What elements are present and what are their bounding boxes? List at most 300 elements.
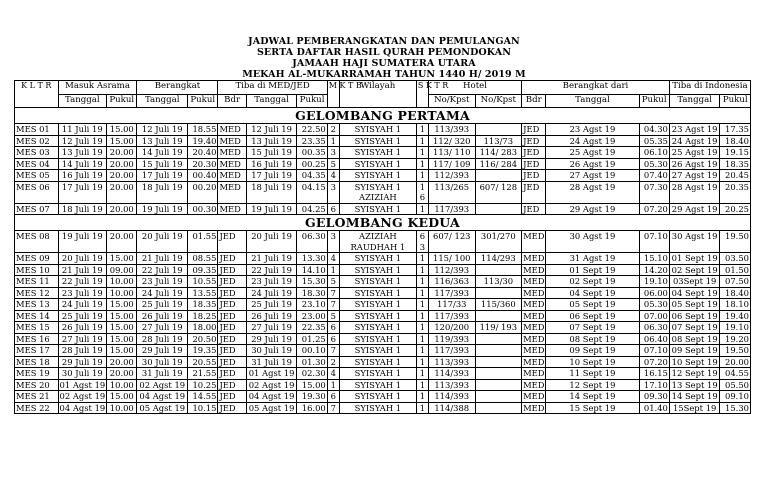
- berangkat-pukul-value: 19.35: [192, 345, 217, 355]
- sktr-value: 1: [419, 402, 426, 413]
- cell-mktb: [327, 158, 339, 170]
- cell-berangkat-pukul: [188, 310, 218, 322]
- cell-dari-tanggal: [546, 181, 639, 203]
- header-kloter: K L T R: [15, 81, 59, 108]
- indonesia-pukul-value: 18.40: [725, 287, 749, 298]
- mktb-value: 3: [330, 231, 336, 241]
- tiba-pukul-value: 04.25: [301, 203, 326, 214]
- cell-dari-pukul: [639, 379, 669, 391]
- mktb-value: 1: [330, 379, 336, 390]
- cell-dari-bdr: [522, 356, 546, 368]
- masuk-tanggal-value: 23 Juli 19: [61, 287, 103, 298]
- cell-hotel-1: [428, 356, 475, 368]
- header-bdr: Bdr: [218, 95, 246, 108]
- tiba-tanggal-value: 22 Juli 19: [251, 264, 292, 275]
- indonesia-pukul-value: 04.55: [725, 368, 749, 378]
- masuk-tanggal-value: 12 Juli 19: [61, 135, 103, 146]
- kloter-value: MES 06: [16, 181, 50, 192]
- tiba-tanggal-value: 20 Juli 19: [251, 231, 292, 241]
- masuk-pukul-value: 20.00: [109, 181, 134, 192]
- cell-kloter: [15, 231, 59, 253]
- table-row: [15, 322, 751, 334]
- wilayah-value: AZIZIAH: [359, 231, 397, 241]
- cell-wilayah: [339, 310, 416, 322]
- cell-hotel-2: [475, 299, 522, 311]
- cell-berangkat-pukul: [188, 147, 218, 159]
- tiba-tanggal-value: 05 Agst 19: [248, 402, 295, 413]
- cell-hotel-1: [428, 368, 475, 380]
- cell-kloter: [15, 124, 59, 136]
- cell-indonesia-tanggal: [669, 345, 720, 357]
- header-masuk-asrama: Masuk Asrama: [58, 81, 137, 95]
- sktr-value: 1: [419, 345, 426, 355]
- masuk-pukul-value: 09.00: [109, 264, 134, 275]
- tiba-tanggal-value: 23 Juli 19: [251, 276, 292, 286]
- wilayah-value: SYISYAH 1: [354, 124, 402, 134]
- sktr-value: 1: [419, 322, 426, 332]
- cell-wilayah: [339, 147, 416, 159]
- berangkat-pukul-value: 00.40: [192, 170, 217, 180]
- hotel-1-value: 113/393: [434, 356, 470, 367]
- schedule-body: [15, 108, 751, 414]
- mktb-value: 5: [330, 158, 336, 169]
- wilayah-value: SYISYAH 1: [354, 368, 402, 378]
- cell-sktr: [416, 147, 428, 159]
- cell-tiba-pukul: [297, 368, 327, 380]
- tiba-bdr-value: JED: [219, 379, 236, 390]
- wilayah-value: SYISYAH 1: [354, 322, 402, 332]
- hotel-2-value: 301/270: [480, 231, 516, 241]
- cell-mktb: [327, 322, 339, 334]
- cell-masuk-pukul: [107, 402, 137, 414]
- cell-dari-pukul: [639, 333, 669, 345]
- sktr-value: 1: [419, 124, 426, 134]
- mktb-value: 7: [330, 345, 336, 355]
- tiba-tanggal-value: 12 Juli 19: [251, 124, 292, 134]
- sktr-value: 1: [419, 379, 426, 390]
- cell-dari-bdr: [522, 391, 546, 403]
- cell-indonesia-tanggal: [669, 322, 720, 334]
- cell-hotel-1: [428, 253, 475, 265]
- masuk-pukul-value: 15.00: [109, 124, 134, 134]
- cell-dari-pukul: [639, 124, 669, 136]
- dari-bdr-value: JED: [523, 124, 540, 134]
- cell-indonesia-tanggal: [669, 368, 720, 380]
- indonesia-tanggal-value: 04 Sept 19: [671, 287, 718, 298]
- masuk-tanggal-value: 27 Juli 19: [61, 333, 103, 344]
- hotel-2-value: 119/ 193: [479, 322, 518, 332]
- hotel-1-value: 114/393: [434, 391, 470, 401]
- cell-masuk-tanggal: [58, 203, 107, 215]
- cell-tiba-tanggal: [246, 356, 297, 368]
- cell-hotel-2: [475, 402, 522, 414]
- cell-indonesia-tanggal: [669, 391, 720, 403]
- cell-indonesia-tanggal: [669, 158, 720, 170]
- indonesia-tanggal-value: 03Sept 19: [672, 276, 717, 286]
- wilayah-value: SYISYAH 1: [354, 203, 402, 214]
- hotel-1-value: 117/393: [434, 310, 470, 321]
- cell-hotel-1: [428, 276, 475, 288]
- cell-indonesia-pukul: [720, 368, 751, 380]
- cell-sktr: [416, 391, 428, 403]
- cell-dari-pukul: [639, 345, 669, 357]
- cell-indonesia-pukul: [720, 287, 751, 299]
- cell-masuk-tanggal: [58, 181, 107, 203]
- cell-dari-bdr: [522, 345, 546, 357]
- kloter-value: MES 12: [16, 287, 50, 298]
- cell-sktr: [416, 276, 428, 288]
- berangkat-tanggal-value: 19 Juli 19: [141, 203, 183, 214]
- table-row: [15, 333, 751, 345]
- title-line-1: JADWAL PEMBERANGKATAN DAN PEMULANGAN: [248, 36, 520, 47]
- cell-hotel-1: [428, 158, 475, 170]
- hotel-1-value: 112/ 320: [433, 135, 471, 146]
- indonesia-pukul-value: 20.25: [725, 203, 749, 214]
- indonesia-pukul-value: 20.00: [725, 356, 749, 367]
- berangkat-pukul-value: 14.55: [192, 391, 217, 401]
- cell-berangkat-tanggal: [137, 135, 188, 147]
- tiba-tanggal-value: 17 Juli 19: [251, 170, 292, 180]
- cell-kloter: [15, 322, 59, 334]
- cell-hotel-2: [475, 147, 522, 159]
- hotel-1-value: 117/393: [434, 345, 470, 355]
- berangkat-pukul-value: 19.40: [192, 135, 217, 146]
- dari-bdr-value: JED: [523, 203, 540, 214]
- mktb-value: 4: [330, 253, 336, 263]
- cell-mktb: [327, 181, 339, 203]
- tiba-pukul-value: 13.30: [301, 253, 326, 263]
- cell-dari-bdr: [522, 170, 546, 182]
- cell-tiba-bdr: [218, 276, 246, 288]
- dari-pukul-value: 07.20: [643, 356, 668, 367]
- cell-kloter: [15, 158, 59, 170]
- cell-dari-tanggal: [546, 147, 639, 159]
- tiba-tanggal-value: 01 Agst 19: [248, 368, 295, 378]
- cell-masuk-tanggal: [58, 158, 107, 170]
- cell-hotel-1: [428, 124, 475, 136]
- table-row: [15, 135, 751, 147]
- dari-tanggal-value: 11 Sept 19: [569, 368, 616, 378]
- cell-kloter: [15, 310, 59, 322]
- masuk-pukul-value: 20.00: [109, 368, 134, 378]
- indonesia-pukul-value: 20.35: [725, 181, 749, 192]
- berangkat-pukul-value: 00.20: [192, 181, 217, 192]
- berangkat-tanggal-value: 23 Juli 19: [141, 276, 183, 286]
- cell-kloter: [15, 264, 59, 276]
- cell-tiba-bdr: [218, 379, 246, 391]
- masuk-tanggal-value: 02 Agst 19: [59, 391, 106, 401]
- cell-masuk-pukul: [107, 356, 137, 368]
- cell-dari-bdr: [522, 231, 546, 253]
- cell-dari-tanggal: [546, 158, 639, 170]
- masuk-pukul-value: 15.00: [109, 391, 134, 401]
- table-row: [15, 345, 751, 357]
- cell-tiba-tanggal: [246, 264, 297, 276]
- cell-mktb: [327, 402, 339, 414]
- masuk-pukul-value: 20.00: [109, 231, 134, 241]
- cell-sktr: [416, 322, 428, 334]
- wilayah-value: SYISYAH 1: [354, 345, 402, 355]
- wilayah-value: SYISYAH 1: [354, 310, 402, 321]
- table-row: [15, 181, 751, 203]
- mktb-value: 6: [330, 333, 336, 344]
- tiba-pukul-value: 04.35: [301, 170, 326, 180]
- header-wilayah: Wilayah: [339, 81, 416, 108]
- cell-hotel-1: [428, 345, 475, 357]
- tiba-tanggal-value: 25 Juli 19: [251, 299, 292, 309]
- dari-pukul-value: 07.40: [643, 170, 668, 180]
- tiba-tanggal-value: 04 Agst 19: [248, 391, 295, 401]
- cell-tiba-bdr: [218, 147, 246, 159]
- cell-tiba-pukul: [297, 253, 327, 265]
- cell-dari-tanggal: [546, 135, 639, 147]
- kloter-value: MES 04: [16, 158, 50, 169]
- cell-berangkat-pukul: [188, 264, 218, 276]
- cell-dari-pukul: [639, 158, 669, 170]
- group-label: GELOMBANG PERTAMA: [15, 108, 751, 124]
- cell-tiba-pukul: [297, 124, 327, 136]
- masuk-pukul-value: 10.00: [109, 276, 134, 286]
- mktb-value: 2: [330, 124, 336, 134]
- dari-bdr-value: MED: [523, 379, 545, 390]
- cell-tiba-tanggal: [246, 322, 297, 334]
- dari-bdr-value: JED: [523, 158, 540, 169]
- cell-berangkat-pukul: [188, 170, 218, 182]
- masuk-pukul-value: 15.00: [109, 322, 134, 332]
- group-row-pertama: [15, 108, 751, 124]
- masuk-tanggal-value: 28 Juli 19: [61, 345, 103, 355]
- cell-kloter: [15, 253, 59, 265]
- table-row: [15, 368, 751, 380]
- cell-indonesia-pukul: [720, 253, 751, 265]
- masuk-pukul-value: 15.00: [109, 253, 134, 263]
- cell-sktr: [416, 135, 428, 147]
- cell-dari-tanggal: [546, 124, 639, 136]
- kloter-value: MES 02: [16, 135, 50, 146]
- cell-kloter: [15, 181, 59, 203]
- indonesia-tanggal-value: 02 Sept 19: [671, 264, 718, 275]
- indonesia-tanggal-value: 15Sept 19: [672, 402, 717, 413]
- header-berangkat-dari: Berangkat dari: [522, 81, 670, 95]
- tiba-bdr-value: JED: [219, 391, 236, 401]
- mktb-value: 7: [330, 299, 336, 309]
- cell-tiba-bdr: [218, 356, 246, 368]
- tiba-bdr-value: MED: [219, 170, 241, 180]
- cell-hotel-1: [428, 310, 475, 322]
- cell-indonesia-tanggal: [669, 310, 720, 322]
- kloter-value: MES 15: [16, 322, 50, 332]
- dari-pukul-value: 16.15: [643, 368, 668, 378]
- cell-hotel-2: [475, 124, 522, 136]
- cell-dari-pukul: [639, 299, 669, 311]
- cell-sktr: [416, 333, 428, 345]
- cell-masuk-tanggal: [58, 124, 107, 136]
- berangkat-pukul-value: 13.55: [192, 287, 217, 298]
- cell-wilayah: [339, 391, 416, 403]
- cell-berangkat-pukul: [188, 299, 218, 311]
- cell-tiba-pukul: [297, 158, 327, 170]
- kloter-value: MES 16: [16, 333, 50, 344]
- cell-tiba-bdr: [218, 170, 246, 182]
- table-row: [15, 203, 751, 215]
- indonesia-tanggal-value: 08 Sept 19: [671, 333, 718, 344]
- cell-masuk-pukul: [107, 181, 137, 203]
- tiba-pukul-value: 23.35: [301, 135, 326, 146]
- cell-indonesia-tanggal: [669, 231, 720, 253]
- mktb-value: 4: [330, 368, 336, 378]
- cell-dari-tanggal: [546, 368, 639, 380]
- tiba-pukul-value: 19.30: [301, 391, 326, 401]
- cell-tiba-pukul: [297, 203, 327, 215]
- cell-sktr: [416, 287, 428, 299]
- dari-tanggal-value: 31 Agst 19: [569, 253, 616, 263]
- cell-mktb: [327, 356, 339, 368]
- tiba-tanggal-value: 30 Juli 19: [251, 345, 292, 355]
- dari-bdr-value: MED: [523, 264, 545, 275]
- cell-hotel-2: [475, 170, 522, 182]
- dari-tanggal-value: 23 Agst 19: [569, 124, 616, 134]
- cell-tiba-pukul: [297, 264, 327, 276]
- berangkat-pukul-value: 10.55: [192, 276, 217, 286]
- indonesia-pukul-value: 15.30: [725, 402, 749, 413]
- cell-dari-bdr: [522, 135, 546, 147]
- indonesia-tanggal-value: 26 Agst 19: [671, 158, 718, 169]
- cell-berangkat-pukul: [188, 231, 218, 253]
- berangkat-tanggal-value: 28 Juli 19: [141, 333, 183, 344]
- tiba-bdr-value: MED: [219, 135, 241, 146]
- cell-hotel-2: [475, 231, 522, 253]
- header-tanggal: Tanggal: [58, 95, 107, 108]
- sktr-2-value: 3: [419, 241, 426, 252]
- berangkat-tanggal-value: 31 Juli 19: [141, 368, 183, 378]
- wilayah-value: SYISYAH 1: [354, 276, 402, 286]
- indonesia-tanggal-value: 30 Agst 19: [671, 231, 718, 241]
- cell-wilayah: [339, 231, 416, 253]
- header-mktb: M K T B: [327, 81, 339, 108]
- kloter-value: MES 03: [16, 147, 50, 157]
- cell-dari-bdr: [522, 368, 546, 380]
- cell-tiba-tanggal: [246, 231, 297, 253]
- dari-pukul-value: 14.20: [643, 264, 668, 275]
- cell-indonesia-tanggal: [669, 276, 720, 288]
- indonesia-tanggal-value: 13 Sept 19: [671, 379, 718, 390]
- cell-tiba-bdr: [218, 322, 246, 334]
- dari-pukul-value: 15.10: [643, 253, 668, 263]
- cell-dari-bdr: [522, 181, 546, 203]
- cell-dari-bdr: [522, 158, 546, 170]
- cell-masuk-pukul: [107, 158, 137, 170]
- masuk-tanggal-value: 24 Juli 19: [61, 299, 103, 309]
- berangkat-tanggal-value: 22 Juli 19: [141, 264, 183, 275]
- dari-bdr-value: MED: [523, 231, 545, 241]
- cell-tiba-pukul: [297, 231, 327, 253]
- cell-berangkat-tanggal: [137, 147, 188, 159]
- dari-tanggal-value: 10 Sept 19: [569, 356, 616, 367]
- masuk-tanggal-value: 17 Juli 19: [61, 181, 103, 192]
- sktr-value: 1: [419, 147, 426, 157]
- tiba-bdr-value: JED: [219, 402, 236, 413]
- cell-tiba-bdr: [218, 402, 246, 414]
- cell-berangkat-tanggal: [137, 158, 188, 170]
- cell-indonesia-pukul: [720, 391, 751, 403]
- cell-mktb: [327, 124, 339, 136]
- wilayah-2-value: AZIZIAH: [359, 192, 397, 202]
- tiba-pukul-value: 04.15: [301, 181, 326, 192]
- berangkat-tanggal-value: 25 Juli 19: [141, 299, 183, 309]
- sktr-value: 1: [419, 356, 426, 367]
- dari-tanggal-value: 05 Sept 19: [569, 299, 616, 309]
- cell-dari-bdr: [522, 310, 546, 322]
- dari-pukul-value: 04.30: [643, 124, 668, 134]
- header-pukul: Pukul: [297, 95, 327, 108]
- sktr-value: 1: [419, 287, 426, 298]
- cell-masuk-tanggal: [58, 276, 107, 288]
- hotel-1-value: 607/ 123: [433, 231, 471, 241]
- indonesia-pukul-value: 03.50: [725, 253, 749, 263]
- hotel-1-value: 113/393: [434, 379, 470, 390]
- cell-hotel-1: [428, 170, 475, 182]
- sktr-value: 6: [419, 231, 426, 241]
- wilayah-value: SYISYAH 1: [354, 333, 402, 344]
- cell-dari-pukul: [639, 253, 669, 265]
- cell-tiba-bdr: [218, 345, 246, 357]
- cell-wilayah: [339, 181, 416, 203]
- hotel-1-value: 117/393: [434, 203, 470, 214]
- group-label: GELOMBANG KEDUA: [15, 215, 751, 231]
- berangkat-tanggal-value: 30 Juli 19: [141, 356, 183, 367]
- indonesia-tanggal-value: 14 Sept 19: [671, 391, 718, 401]
- dari-pukul-value: 07.10: [643, 231, 668, 241]
- cell-masuk-pukul: [107, 345, 137, 357]
- berangkat-pukul-value: 01.55: [192, 231, 217, 241]
- masuk-tanggal-value: 19 Juli 19: [61, 231, 103, 241]
- cell-wilayah: [339, 333, 416, 345]
- cell-hotel-1: [428, 287, 475, 299]
- cell-dari-tanggal: [546, 345, 639, 357]
- cell-masuk-tanggal: [58, 264, 107, 276]
- berangkat-pukul-value: 08.55: [192, 253, 217, 263]
- cell-tiba-bdr: [218, 124, 246, 136]
- cell-mktb: [327, 231, 339, 253]
- dari-tanggal-value: 09 Sept 19: [569, 345, 616, 355]
- dari-bdr-value: MED: [523, 287, 545, 298]
- cell-kloter: [15, 276, 59, 288]
- masuk-tanggal-value: 01 Agst 19: [59, 379, 106, 390]
- tiba-bdr-value: JED: [219, 333, 236, 344]
- cell-wilayah: [339, 368, 416, 380]
- berangkat-tanggal-value: 13 Juli 19: [141, 135, 183, 146]
- cell-tiba-tanggal: [246, 287, 297, 299]
- cell-dari-pukul: [639, 170, 669, 182]
- cell-mktb: [327, 276, 339, 288]
- hotel-1-value: 120/200: [434, 322, 470, 332]
- table-row: [15, 158, 751, 170]
- hotel-1-value: 116/363: [434, 276, 470, 286]
- cell-berangkat-tanggal: [137, 299, 188, 311]
- wilayah-value: SYISYAH 1: [354, 379, 402, 390]
- cell-berangkat-pukul: [188, 333, 218, 345]
- masuk-tanggal-value: 18 Juli 19: [61, 203, 103, 214]
- cell-indonesia-tanggal: [669, 379, 720, 391]
- schedule-table: [14, 80, 751, 414]
- masuk-tanggal-value: 13 Juli 19: [61, 147, 103, 157]
- cell-berangkat-pukul: [188, 345, 218, 357]
- cell-mktb: [327, 379, 339, 391]
- cell-dari-pukul: [639, 203, 669, 215]
- sktr-value: 1: [419, 253, 426, 263]
- tiba-tanggal-value: 31 Juli 19: [251, 356, 292, 367]
- cell-tiba-tanggal: [246, 368, 297, 380]
